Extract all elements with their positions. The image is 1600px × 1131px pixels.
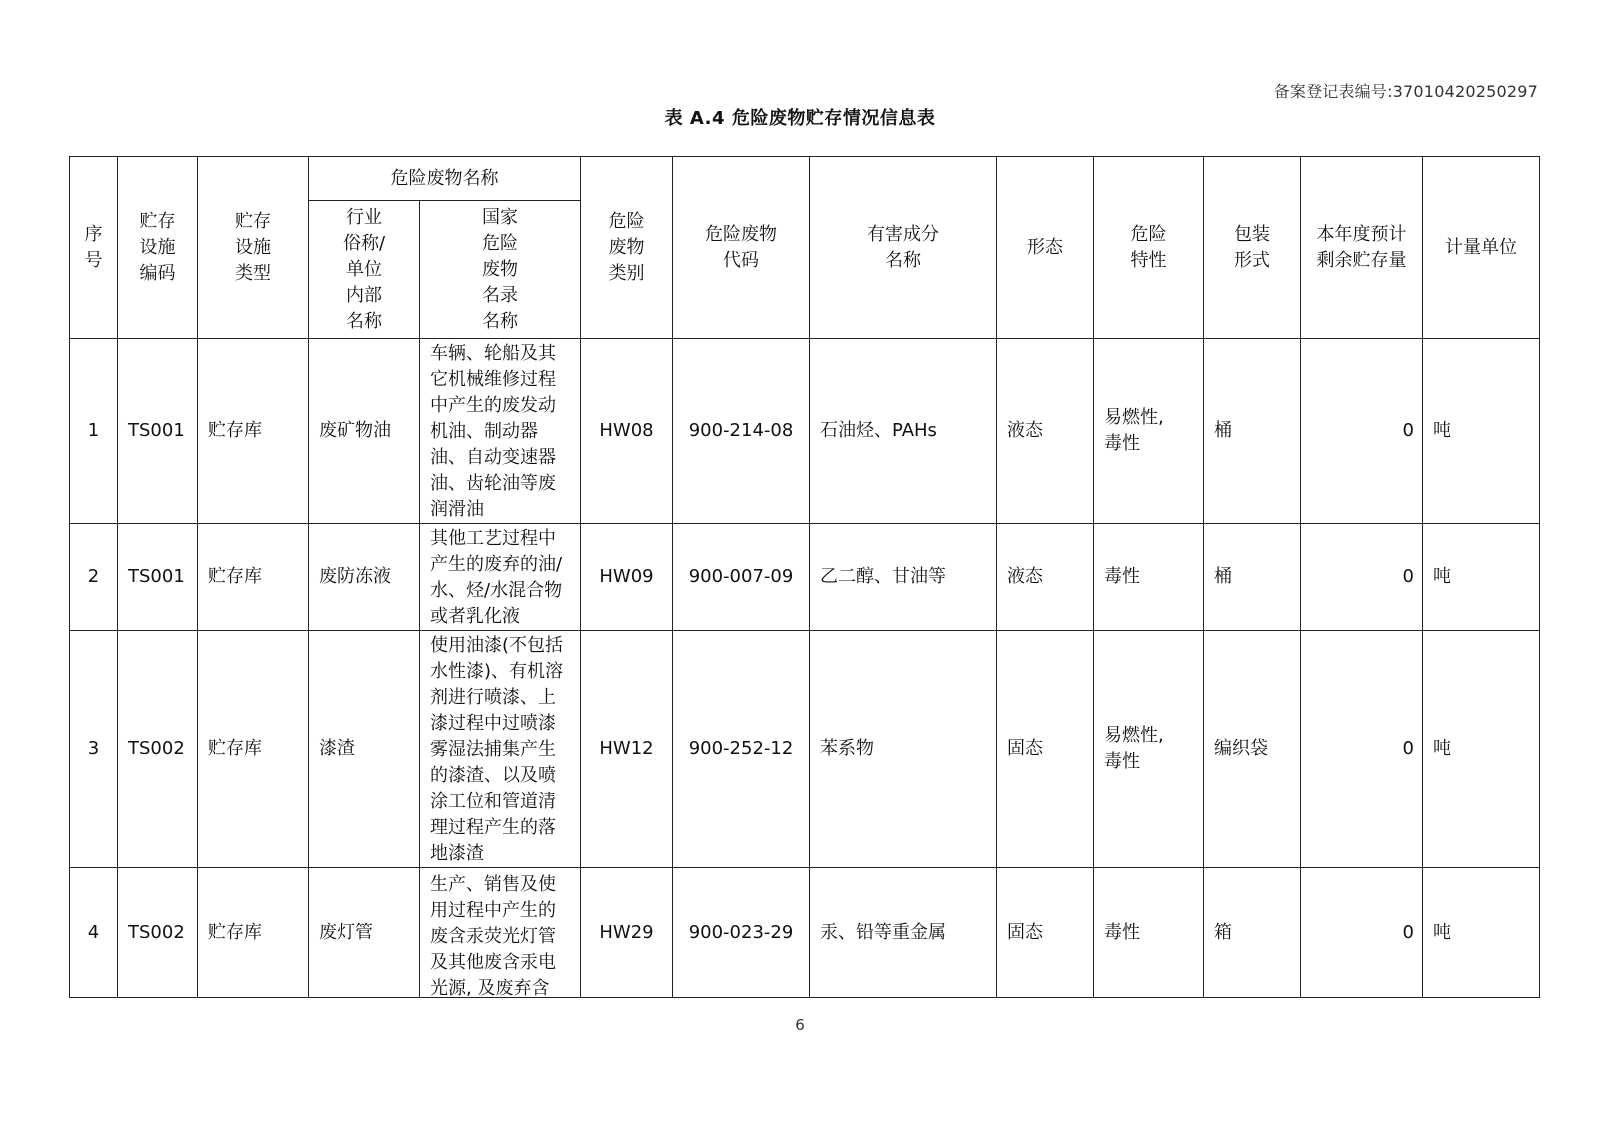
table-row bbox=[70, 868, 1540, 998]
cell-facility-code: TS002 bbox=[118, 868, 198, 998]
page-title: 表 A.4 危险废物贮存情况信息表 bbox=[664, 108, 936, 129]
cell-hazard: 易燃性, 毒性 bbox=[1094, 339, 1204, 524]
header-facility-type: 贮存设施类型 bbox=[198, 157, 309, 339]
table-row bbox=[70, 339, 1540, 524]
header-category: 危险废物类别 bbox=[581, 157, 673, 339]
cell-harmful-components: 乙二醇、甘油等 bbox=[810, 524, 997, 631]
registration-label: 备案登记表编号: bbox=[1273, 82, 1393, 101]
cell-industry-name: 废防冻液 bbox=[309, 524, 420, 631]
cell-national-name-text: 生产、销售及使用过程中产生的废含汞荧光灯管及其他废含汞电光源, 及废弃含 bbox=[430, 873, 556, 996]
cell-seq: 1 bbox=[70, 339, 118, 524]
cell-packaging: 箱 bbox=[1204, 868, 1301, 998]
cell-packaging: 桶 bbox=[1204, 524, 1301, 631]
header-industry-name: 行业俗称/单位内部名称 bbox=[309, 201, 420, 339]
cell-seq: 2 bbox=[70, 524, 118, 631]
cell-unit: 吨 bbox=[1423, 524, 1540, 631]
page-number: 6 bbox=[795, 1016, 805, 1034]
header-waste-name-group: 危险废物名称 bbox=[309, 157, 581, 201]
cell-unit: 吨 bbox=[1423, 339, 1540, 524]
cell-remaining: 0 bbox=[1301, 868, 1423, 998]
cell-category: HW29 bbox=[581, 868, 673, 998]
registration-number-line bbox=[1274, 79, 1538, 102]
cell-facility-code: TS002 bbox=[118, 631, 198, 868]
cell-national-name: 其他工艺过程中产生的废弃的油/水、烃/水混合物或者乳化液 bbox=[420, 524, 581, 631]
cell-remaining: 0 bbox=[1301, 631, 1423, 868]
cell-seq: 4 bbox=[70, 868, 118, 998]
cell-packaging: 桶 bbox=[1204, 339, 1301, 524]
table-header bbox=[70, 157, 1540, 339]
cell-national-name bbox=[420, 868, 581, 998]
cell-form: 液态 bbox=[997, 339, 1094, 524]
cell-code: 900-214-08 bbox=[673, 339, 810, 524]
cell-industry-name: 废灯管 bbox=[309, 868, 420, 998]
header-packaging: 包装形式 bbox=[1204, 157, 1301, 339]
cell-facility-type: 贮存库 bbox=[198, 524, 309, 631]
cell-facility-code: TS001 bbox=[118, 339, 198, 524]
cell-unit: 吨 bbox=[1423, 868, 1540, 998]
cell-category: HW12 bbox=[581, 631, 673, 868]
cell-form: 液态 bbox=[997, 524, 1094, 631]
header-remaining: 本年度预计剩余贮存量 bbox=[1301, 157, 1423, 339]
cell-facility-code: TS001 bbox=[118, 524, 198, 631]
header-unit: 计量单位 bbox=[1423, 157, 1540, 339]
cell-remaining: 0 bbox=[1301, 524, 1423, 631]
cell-facility-type: 贮存库 bbox=[198, 339, 309, 524]
cell-harmful-components: 汞、铅等重金属 bbox=[810, 868, 997, 998]
cell-industry-name: 废矿物油 bbox=[309, 339, 420, 524]
header-facility-code: 贮存设施编码 bbox=[118, 157, 198, 339]
table-row bbox=[70, 631, 1540, 868]
cell-harmful-components: 苯系物 bbox=[810, 631, 997, 868]
cell-hazard: 毒性 bbox=[1094, 524, 1204, 631]
header-harmful-components: 有害成分名称 bbox=[810, 157, 997, 339]
cell-facility-type: 贮存库 bbox=[198, 868, 309, 998]
cell-category: HW09 bbox=[581, 524, 673, 631]
cell-code: 900-023-29 bbox=[673, 868, 810, 998]
header-seq: 序号 bbox=[70, 157, 118, 339]
cell-packaging: 编织袋 bbox=[1204, 631, 1301, 868]
cell-hazard: 易燃性, 毒性 bbox=[1094, 631, 1204, 868]
cell-category: HW08 bbox=[581, 339, 673, 524]
cell-national-name: 车辆、轮船及其它机械维修过程中产生的废发动机油、制动器油、自动变速器油、齿轮油等废润滑油 bbox=[420, 339, 581, 524]
cell-remaining: 0 bbox=[1301, 339, 1423, 524]
cell-hazard: 毒性 bbox=[1094, 868, 1204, 998]
cell-harmful-components: 石油烃、PAHs bbox=[810, 339, 997, 524]
header-code: 危险废物代码 bbox=[673, 157, 810, 339]
header-form: 形态 bbox=[997, 157, 1094, 339]
cell-code: 900-252-12 bbox=[673, 631, 810, 868]
cell-code: 900-007-09 bbox=[673, 524, 810, 631]
table-row bbox=[70, 524, 1540, 631]
header-national-name: 国家危险废物名录名称 bbox=[420, 201, 581, 339]
registration-number: 37010420250297 bbox=[1392, 82, 1538, 101]
cell-unit: 吨 bbox=[1423, 631, 1540, 868]
cell-form: 固态 bbox=[997, 868, 1094, 998]
cell-form: 固态 bbox=[997, 631, 1094, 868]
cell-industry-name: 漆渣 bbox=[309, 631, 420, 868]
table-body bbox=[70, 339, 1540, 998]
hazardous-waste-storage-table bbox=[69, 156, 1540, 998]
cell-seq: 3 bbox=[70, 631, 118, 868]
header-hazard: 危险特性 bbox=[1094, 157, 1204, 339]
cell-national-name: 使用油漆(不包括水性漆)、有机溶剂进行喷漆、上漆过程中过喷漆雾湿法捕集产生的漆渣、以及喷涂工位和管道清理过程产生的落地漆渣 bbox=[420, 631, 581, 868]
cell-facility-type: 贮存库 bbox=[198, 631, 309, 868]
